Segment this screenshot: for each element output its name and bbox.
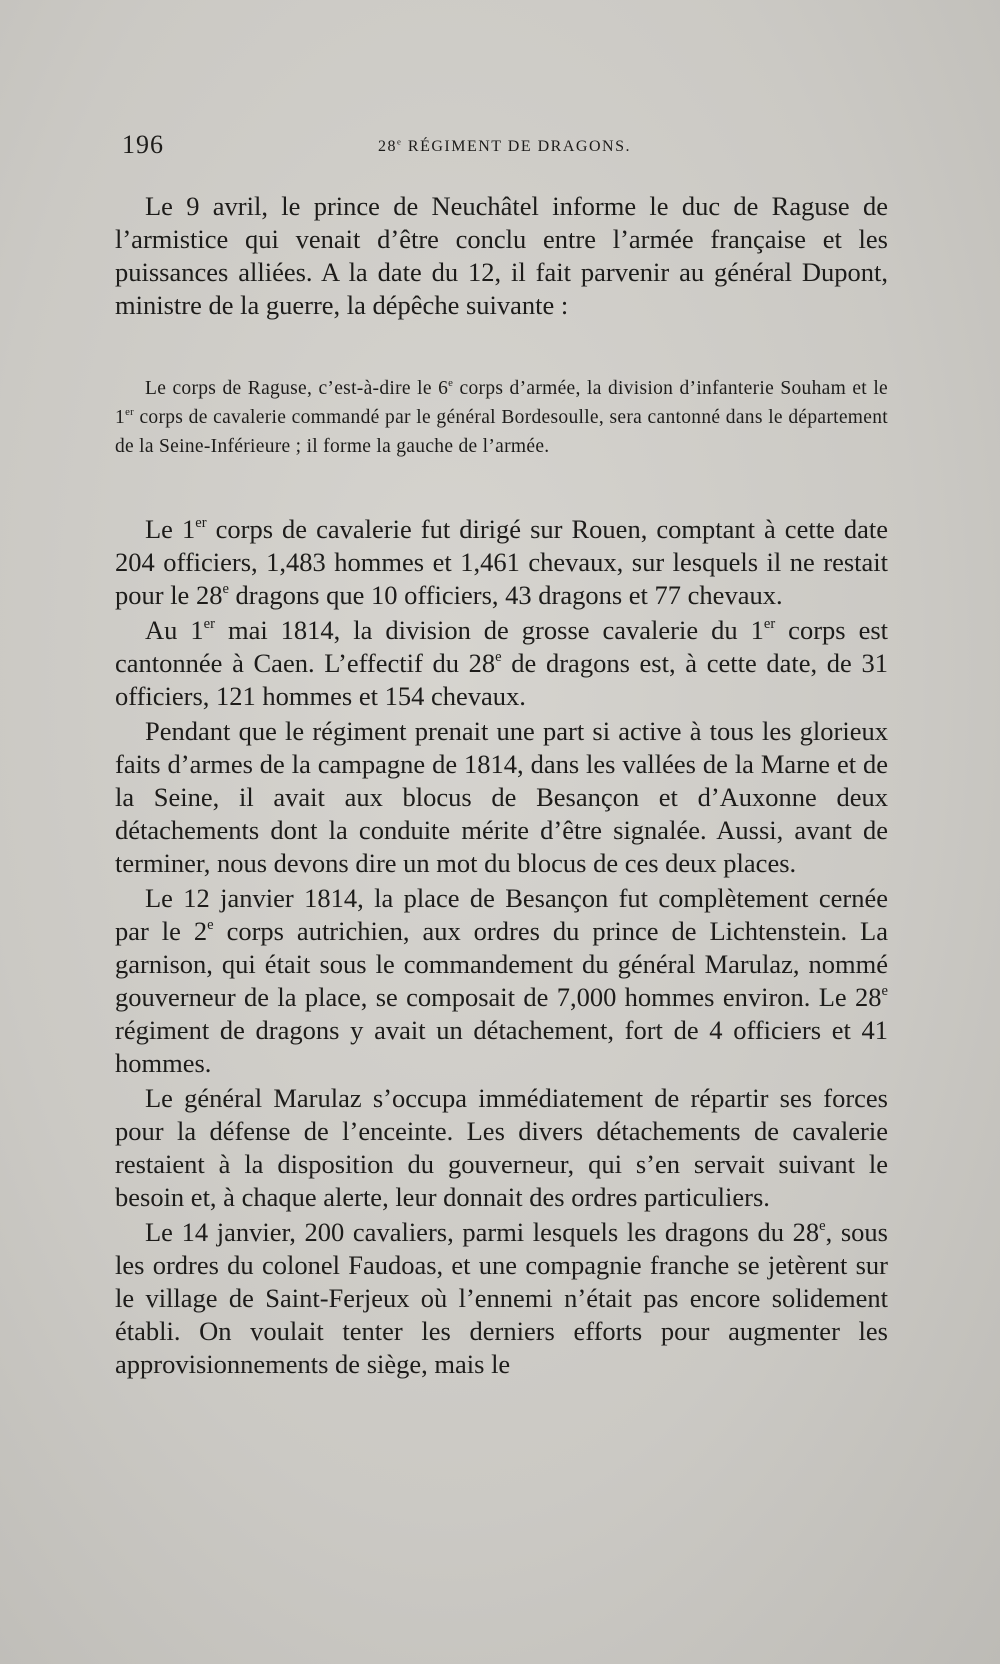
superscript: e xyxy=(222,581,229,598)
paragraph-blocus: Pendant que le régiment prenait une part si active à tous les glorieux faits d’armes de la campagne de 1814, dans les vallées de la Marne et de la Seine, il avait aux blocus de Besançon et d’Auxonne deux détachements dont la conduite mérite d’être signalée. Aussi, avant de terminer, nous devons dire un mot du blocus de ces deux places. xyxy=(115,716,888,878)
dispatch-text-part: corps de cavalerie commandé par le général Bordesoulle, sera cantonné dans le département de la Seine-Inférieure ; il forme la gauche de l’armée. xyxy=(115,407,888,457)
running-title-text: RÉGIMENT DE DRAGONS. xyxy=(402,138,631,155)
dispatch-text xyxy=(115,374,888,461)
superscript: er xyxy=(125,405,134,418)
text-part: Le 1 xyxy=(145,514,196,544)
text-part: de dragons est, à cette date, de 31 officiers, 121 hommes et 154 chevaux. xyxy=(115,648,888,711)
running-title xyxy=(122,138,887,156)
running-title-number: 28 xyxy=(378,138,398,155)
superscript: er xyxy=(195,515,207,532)
superscript: e xyxy=(448,376,454,389)
page-header xyxy=(122,130,887,170)
paragraph-saint-ferjeux xyxy=(115,1216,888,1381)
superscript: er xyxy=(763,616,776,633)
paragraph-rouen xyxy=(115,513,888,612)
superscript: e xyxy=(819,1218,826,1235)
superscript: e xyxy=(495,649,502,666)
dispatch-text-part: corps d’armée, la division d’infanterie Souham et le 1 xyxy=(115,378,888,428)
body-text xyxy=(115,190,888,1381)
paragraph-marulaz: Le général Marulaz s’occupa immédiatement de répartir ses forces pour la défense de l’enceinte. Les divers détachements de cavalerie restaient à la disposition du gouverneur, qui s’en servait suivant le besoin et, à chaque alerte, leur donnait des ordres particuliers. xyxy=(115,1083,888,1212)
text-part: corps de cavalerie fut dirigé sur Rouen, comptant à cette date 204 officiers, 1,483 hommes et 1,461 chevaux, sur lesquels il ne restait pour le 28 xyxy=(115,514,888,610)
text-part: corps autrichien, aux ordres du prince de Lichtenstein. La garnison, qui était sous le commandement du général Marulaz, nommé gouverneur de la place, se composait de 7,000 hommes environ. Le 28 xyxy=(115,916,888,1012)
superscript: e xyxy=(881,983,888,1000)
text-part: dragons que 10 officiers, 43 dragons et 77 chevaux. xyxy=(228,580,783,610)
text-part: mai 1814, la division de grosse cavalerie du 1 xyxy=(214,615,764,645)
paragraph-besancon xyxy=(115,882,888,1080)
dispatch-text-part: Le corps de Raguse, c’est-à-dire le 6 xyxy=(145,378,449,399)
superscript: er xyxy=(203,616,215,633)
paragraph-caen xyxy=(115,614,888,713)
text-part: Le 14 janvier, 200 cavaliers, parmi lesquels les dragons du 28 xyxy=(145,1217,820,1247)
text-part: régiment de dragons y avait un détachement, fort de 4 officiers et 41 hommes. xyxy=(115,1015,888,1078)
text-part: Le 12 janvier 1814, la place de Besançon fut complètement cernée par le 2 xyxy=(115,883,888,946)
running-title-sup: e xyxy=(397,136,403,147)
text-part: Au 1 xyxy=(145,615,204,645)
text-part: corps est cantonnée à Caen. L’effectif du 28 xyxy=(115,615,889,678)
paragraph-armistice: Le 9 avril, le prince de Neuchâtel informe le duc de Raguse de l’armistice qui venait d’être conclu entre l’armée française et les puissances alliées. A la date du 12, il fait parvenir au général Dupont, ministre de la guerre, la dépêche suivante : xyxy=(115,191,888,320)
text-part: , sous les ordres du colonel Faudoas, et une compagnie franche se jetèrent sur le village de Saint-Ferjeux où l’ennemi n’était pas encore solidement établi. On voulait tenter les derniers efforts pour augmenter les approvisionnements de siège, mais le xyxy=(115,1217,888,1379)
page-number: 196 xyxy=(122,130,164,159)
superscript: e xyxy=(207,917,214,934)
quoted-dispatch xyxy=(115,374,888,461)
